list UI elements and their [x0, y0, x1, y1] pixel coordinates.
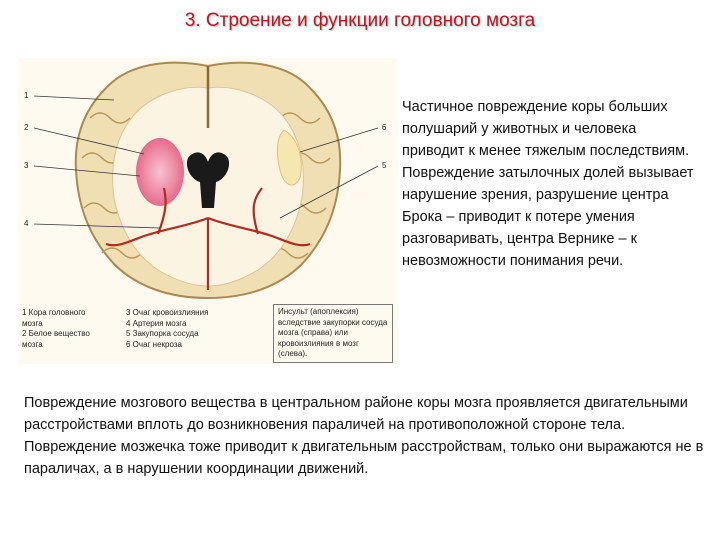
bottom-paragraph: Повреждение мозгового вещества в центральном районе коры мозга проявляется двигательными расстройствами вплоть до возникновения параличей на противоположной стороне тела. Повреждение мозжечка тоже приводит к двигательным расстройствам, только они выражаются не в параличах, а в нарушении координации движений. — [24, 395, 704, 477]
legend-line: 1 Кора головного — [22, 308, 86, 317]
figure-caption: Инсульт (апоплексия) вследствие закупорки сосуда мозга (справа) или кровоизлияния в мозг (слева). — [273, 304, 393, 363]
legend-column-2 — [126, 308, 208, 350]
legend-line: 6 Очаг некроза — [126, 339, 182, 349]
legend-line: мозга — [22, 318, 43, 328]
legend-line: 2 Белое вещество — [22, 329, 90, 338]
label-number-5: 5 — [382, 161, 387, 170]
legend-line: 3 Очаг кровоизлияния — [126, 308, 209, 317]
label-number-6: 6 — [382, 123, 387, 132]
label-number-1: 1 — [24, 91, 29, 100]
legend-line: 4 Артерия мозга — [126, 318, 187, 328]
right-paragraph: Частичное повреждение коры больших полушарий у животных и человека приводит к менее тяжелым последствиям. Повреждение затылочных долей вызывает нарушение зрения, разрушение центра Брока – приводит к потере умения разговаривать, центра Вернике – к невозможности понимания речи. — [402, 99, 694, 269]
legend-line: 5 Закупорка сосуда — [126, 329, 199, 338]
hemorrhage-focus — [136, 138, 184, 206]
page-title: 3. Строение и функции головного мозга — [184, 10, 536, 31]
legend-line: мозга — [22, 339, 43, 349]
label-number-3: 3 — [24, 161, 29, 170]
label-number-4: 4 — [24, 219, 29, 228]
legend-column-1 — [22, 308, 90, 350]
label-number-2: 2 — [24, 123, 29, 132]
brain-illustration — [18, 58, 398, 364]
